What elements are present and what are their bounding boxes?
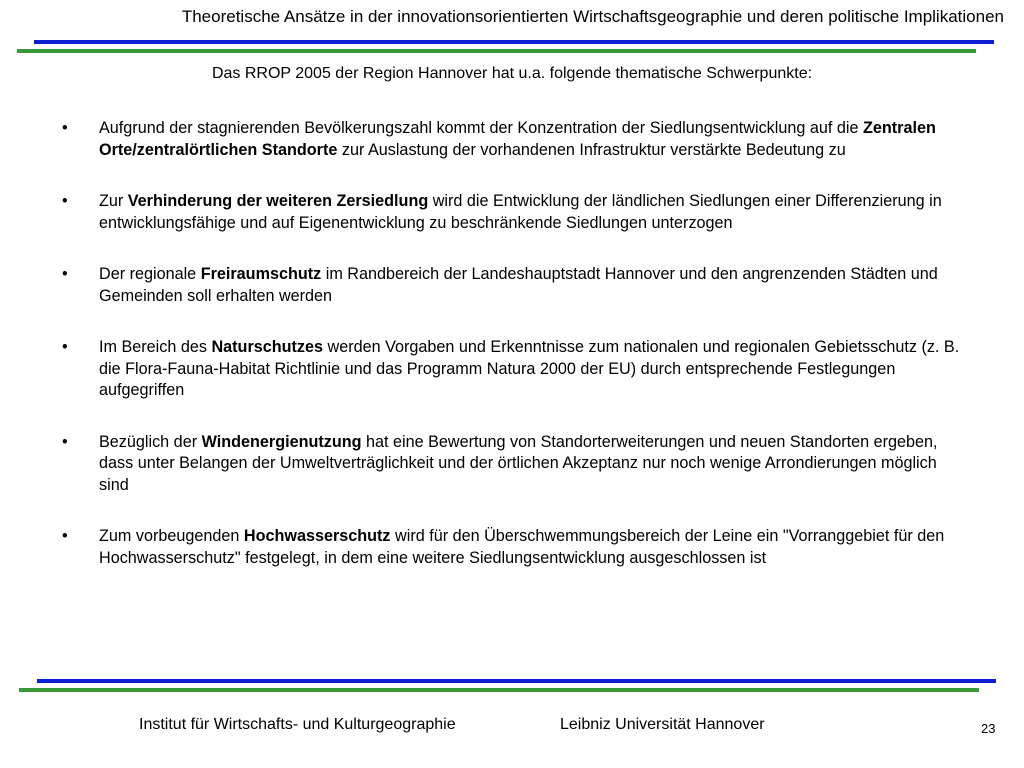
bullet-text-before: Im Bereich des [99,338,212,356]
list-item [62,191,962,234]
footer-institute: Institut für Wirtschafts- und Kulturgeographie [139,716,456,733]
page-number: 23 [981,721,996,736]
bullet-text-bold: Zentralen Orte/zentralörtlichen Standorte [99,119,936,159]
bullet-text-after: hat eine Bewertung von Standorterweiterungen und neuen Standorten ergeben, dass unter Belangen der Umweltverträglichkeit und der örtlichen Akzeptanz nur noch wenige Arrondierungen möglich sind [99,432,938,494]
bullet-text-bold: Windenergienutzung [201,432,362,451]
top-rule-blue [34,40,994,44]
bullet-icon: • [62,119,68,137]
footer-university: Leibniz Universität Hannover [560,716,765,733]
bullet-text-before: Aufgrund der stagnierenden Bevölkerungszahl kommt der Konzentration der Siedlungsentwicklung auf die [99,119,863,137]
list-item [62,432,962,497]
bullet-icon: • [62,338,68,356]
bullet-text-bold: Verhinderung der weiteren Zersiedlung [127,192,429,210]
bullet-list [62,118,962,599]
list-item [62,118,962,161]
bullet-icon: • [62,192,68,210]
bullet-text-after: wird für den Überschwemmungsbereich der Leine ein "Vorranggebiet für den Hochwasserschutz" festgelegt, in dem eine weitere Siedlungsentwicklung ausgeschlossen ist [99,527,945,567]
bullet-text-before: Der regionale [99,265,201,283]
list-item [62,526,962,569]
bullet-icon: • [62,527,68,545]
top-rule-green [17,49,976,53]
bottom-rule-green [19,688,979,692]
list-item [62,264,962,307]
list-item [62,337,962,402]
bullet-text-bold: Hochwasserschutz [243,527,391,545]
header-title: Theoretische Ansätze in der innovationsorientierten Wirtschaftsgeographie und deren politische Implikationen [181,7,1004,26]
bullet-text-after: werden Vorgaben und Erkenntnisse zum nationalen und regionalen Gebietsschutz (z. B. die Flora-Fauna-Habitat Richtlinie und das Programm Natura 2000 der EU) durch entsprechende Festlegungen aufgegriffen [99,338,960,399]
bullet-text-bold: Freiraumschutz [200,265,322,283]
bullet-text-after: im Randbereich der Landeshauptstadt Hannover und den angrenzenden Städten und Gemeinden soll erhalten werden [99,265,938,305]
bullet-text-before: Zum vorbeugenden [99,527,244,545]
intro-text: Das RROP 2005 der Region Hannover hat u.a. folgende thematische Schwerpunkte: [211,65,813,82]
bullet-text-bold: Naturschutzes [211,338,324,356]
bullet-text-before: Zur [99,192,128,210]
bullet-icon: • [62,265,68,283]
bullet-icon: • [62,432,68,451]
bullet-text-before: Bezüglich der [99,432,202,451]
bullet-text-after: wird die Entwicklung der ländlichen Siedlungen einer Differenzierung in entwicklungsfähige und auf Eigenentwicklung zu beschränkende Siedlungen unterzogen [99,192,942,232]
bullet-text-after: zur Auslastung der vorhandenen Infrastruktur verstärkte Bedeutung zu [337,140,846,159]
bottom-rule-blue [37,679,996,683]
